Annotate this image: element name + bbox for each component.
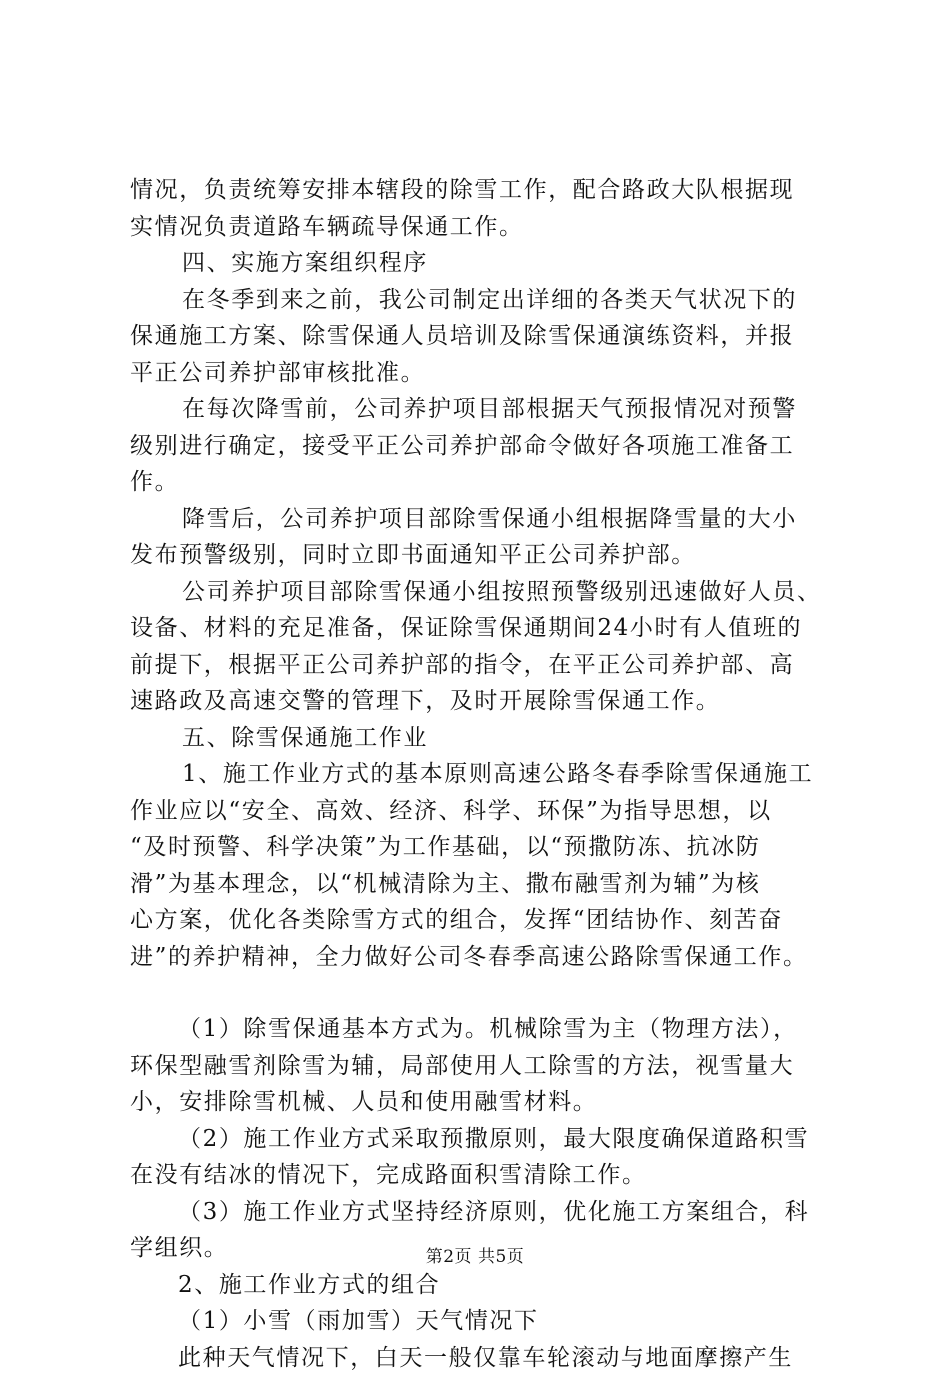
- paragraph-line: 1、施工作业方式的基本原则高速公路冬春季除雪保通施工: [130, 756, 840, 793]
- paragraph-line: 保通施工方案、除雪保通人员培训及除雪保通演练资料，并报: [130, 318, 840, 355]
- paragraph-line: 前提下，根据平正公司养护部的指令，在平正公司养护部、高: [130, 647, 840, 684]
- section-heading: 五、除雪保通施工作业: [130, 720, 840, 757]
- paragraph-line: 在没有结冰的情况下，完成路面积雪清除工作。: [130, 1157, 840, 1194]
- paragraph-line: 作。: [130, 464, 840, 501]
- paragraph-line: 在冬季到来之前，我公司制定出详细的各类天气状况下的: [130, 282, 840, 319]
- subsection-heading: （1）小雪（雨加雪）天气情况下: [130, 1303, 840, 1340]
- paragraph-line: 在每次降雪前，公司养护项目部根据天气预报情况对预警: [130, 391, 840, 428]
- paragraph-line: 学组织。: [130, 1230, 840, 1267]
- body-text: [130, 172, 840, 1376]
- paragraph-line: 设备、材料的充足准备，保证除雪保通期间24小时有人值班的: [130, 610, 840, 647]
- paragraph-line: 心方案，优化各类除雪方式的组合，发挥“团结协作、刻苦奋: [130, 902, 840, 939]
- paragraph-line: 情况，负责统筹安排本辖段的除雪工作，配合路政大队根据现: [130, 172, 840, 209]
- paragraph-line: “及时预警、科学决策”为工作基础，以“预撒防冻、抗冰防: [130, 829, 840, 866]
- paragraph-line: （1）除雪保通基本方式为。机械除雪为主（物理方法），: [130, 1011, 840, 1048]
- paragraph-line: 小，安排除雪机械、人员和使用融雪材料。: [130, 1084, 840, 1121]
- paragraph-gap: [130, 975, 840, 1011]
- paragraph-line: 平正公司养护部审核批准。: [130, 355, 840, 392]
- paragraph-line: 发布预警级别，同时立即书面通知平正公司养护部。: [130, 537, 840, 574]
- paragraph-line: 作业应以“安全、高效、经济、科学、环保”为指导思想，以: [130, 793, 840, 830]
- page-number: 第2页 共5页: [0, 1242, 950, 1267]
- paragraph-line: 滑”为基本理念，以“机械清除为主、撒布融雪剂为辅”为核: [130, 866, 840, 903]
- paragraph-line: 此种天气情况下，白天一般仅靠车轮滚动与地面摩擦产生: [130, 1340, 840, 1376]
- section-heading: 2、施工作业方式的组合: [130, 1267, 840, 1304]
- paragraph-line: 级别进行确定，接受平正公司养护部命令做好各项施工准备工: [130, 428, 840, 465]
- paragraph-line: （3）施工作业方式坚持经济原则，优化施工方案组合，科: [130, 1194, 840, 1231]
- paragraph-line: 实情况负责道路车辆疏导保通工作。: [130, 209, 840, 246]
- paragraph-line: （2）施工作业方式采取预撒原则，最大限度确保道路积雪: [130, 1121, 840, 1158]
- paragraph-line: 降雪后，公司养护项目部除雪保通小组根据降雪量的大小: [130, 501, 840, 538]
- paragraph-line: 进”的养护精神，全力做好公司冬春季高速公路除雪保通工作。: [130, 939, 840, 976]
- paragraph-line: 公司养护项目部除雪保通小组按照预警级别迅速做好人员、: [130, 574, 840, 611]
- section-heading: 四、实施方案组织程序: [130, 245, 840, 282]
- paragraph-line: 环保型融雪剂除雪为辅，局部使用人工除雪的方法，视雪量大: [130, 1048, 840, 1085]
- paragraph-line: 速路政及高速交警的管理下，及时开展除雪保通工作。: [130, 683, 840, 720]
